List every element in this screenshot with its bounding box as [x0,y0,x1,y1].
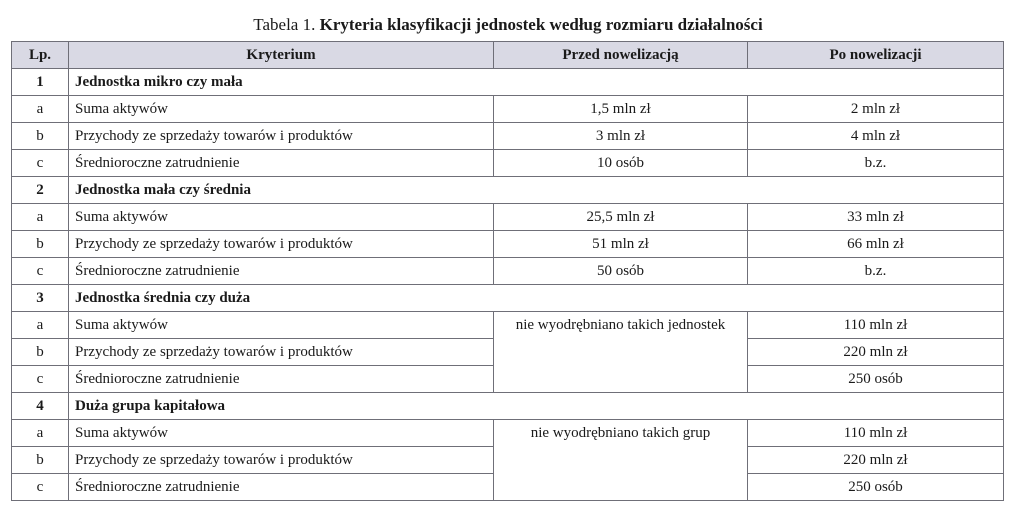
row-criterion: Średnioroczne zatrudnienie [69,150,494,177]
row-criterion: Średnioroczne zatrudnienie [69,474,494,501]
row-criterion: Przychody ze sprzedaży towarów i produktów [69,447,494,474]
row-before-value: 51 mln zł [494,231,748,258]
caption-title: Kryteria klasyfikacji jednostek według rozmiaru działalności [319,15,763,34]
row-after-value: 110 mln zł [748,420,1004,447]
row-letter: a [12,204,69,231]
row-letter: b [12,231,69,258]
row-after-value: 250 osób [748,474,1004,501]
section-row [12,69,1004,96]
section-row [12,285,1004,312]
row-criterion: Suma aktywów [69,204,494,231]
row-letter: b [12,447,69,474]
section-number: 4 [12,393,69,420]
table-row [12,96,1004,123]
row-criterion: Przychody ze sprzedaży towarów i produktów [69,123,494,150]
section-number: 2 [12,177,69,204]
row-letter: c [12,366,69,393]
section-title: Jednostka średnia czy duża [69,285,1004,312]
table-row [12,204,1004,231]
caption-prefix: Tabela 1. [253,15,316,34]
row-criterion: Przychody ze sprzedaży towarów i produktów [69,231,494,258]
row-after-value: b.z. [748,150,1004,177]
row-after-value: 33 mln zł [748,204,1004,231]
row-after-value: 110 mln zł [748,312,1004,339]
row-before-value: 1,5 mln zł [494,96,748,123]
row-after-value: 220 mln zł [748,339,1004,366]
row-before-value: 10 osób [494,150,748,177]
header-criterion: Kryterium [69,42,494,69]
table-caption [0,14,1016,36]
row-letter: b [12,339,69,366]
table-row [12,420,1004,447]
row-after-value: 220 mln zł [748,447,1004,474]
row-after-value: 2 mln zł [748,96,1004,123]
section-title: Jednostka mała czy średnia [69,177,1004,204]
row-letter: c [12,474,69,501]
merged-before-note: nie wyodrębniano takich jednostek [494,312,748,393]
row-criterion: Przychody ze sprzedaży towarów i produktów [69,339,494,366]
row-criterion: Suma aktywów [69,420,494,447]
row-before-value: 25,5 mln zł [494,204,748,231]
row-criterion: Średnioroczne zatrudnienie [69,366,494,393]
table-row [12,312,1004,339]
table-row [12,231,1004,258]
section-title: Duża grupa kapitałowa [69,393,1004,420]
table-row [12,258,1004,285]
merged-before-note: nie wyodrębniano takich grup [494,420,748,501]
row-criterion: Średnioroczne zatrudnienie [69,258,494,285]
section-row [12,177,1004,204]
row-before-value: 3 mln zł [494,123,748,150]
row-criterion: Suma aktywów [69,96,494,123]
header-lp: Lp. [12,42,69,69]
section-number: 3 [12,285,69,312]
row-letter: c [12,258,69,285]
row-letter: c [12,150,69,177]
row-letter: a [12,420,69,447]
row-after-value: b.z. [748,258,1004,285]
row-after-value: 250 osób [748,366,1004,393]
row-letter: a [12,312,69,339]
section-row [12,393,1004,420]
header-row [12,42,1004,69]
row-after-value: 4 mln zł [748,123,1004,150]
table-row [12,123,1004,150]
header-after: Po nowelizacji [748,42,1004,69]
row-criterion: Suma aktywów [69,312,494,339]
section-title: Jednostka mikro czy mała [69,69,1004,96]
row-before-value: 50 osób [494,258,748,285]
table-row [12,150,1004,177]
row-letter: a [12,96,69,123]
row-letter: b [12,123,69,150]
header-before: Przed nowelizacją [494,42,748,69]
row-after-value: 66 mln zł [748,231,1004,258]
criteria-table [11,41,1004,501]
section-number: 1 [12,69,69,96]
